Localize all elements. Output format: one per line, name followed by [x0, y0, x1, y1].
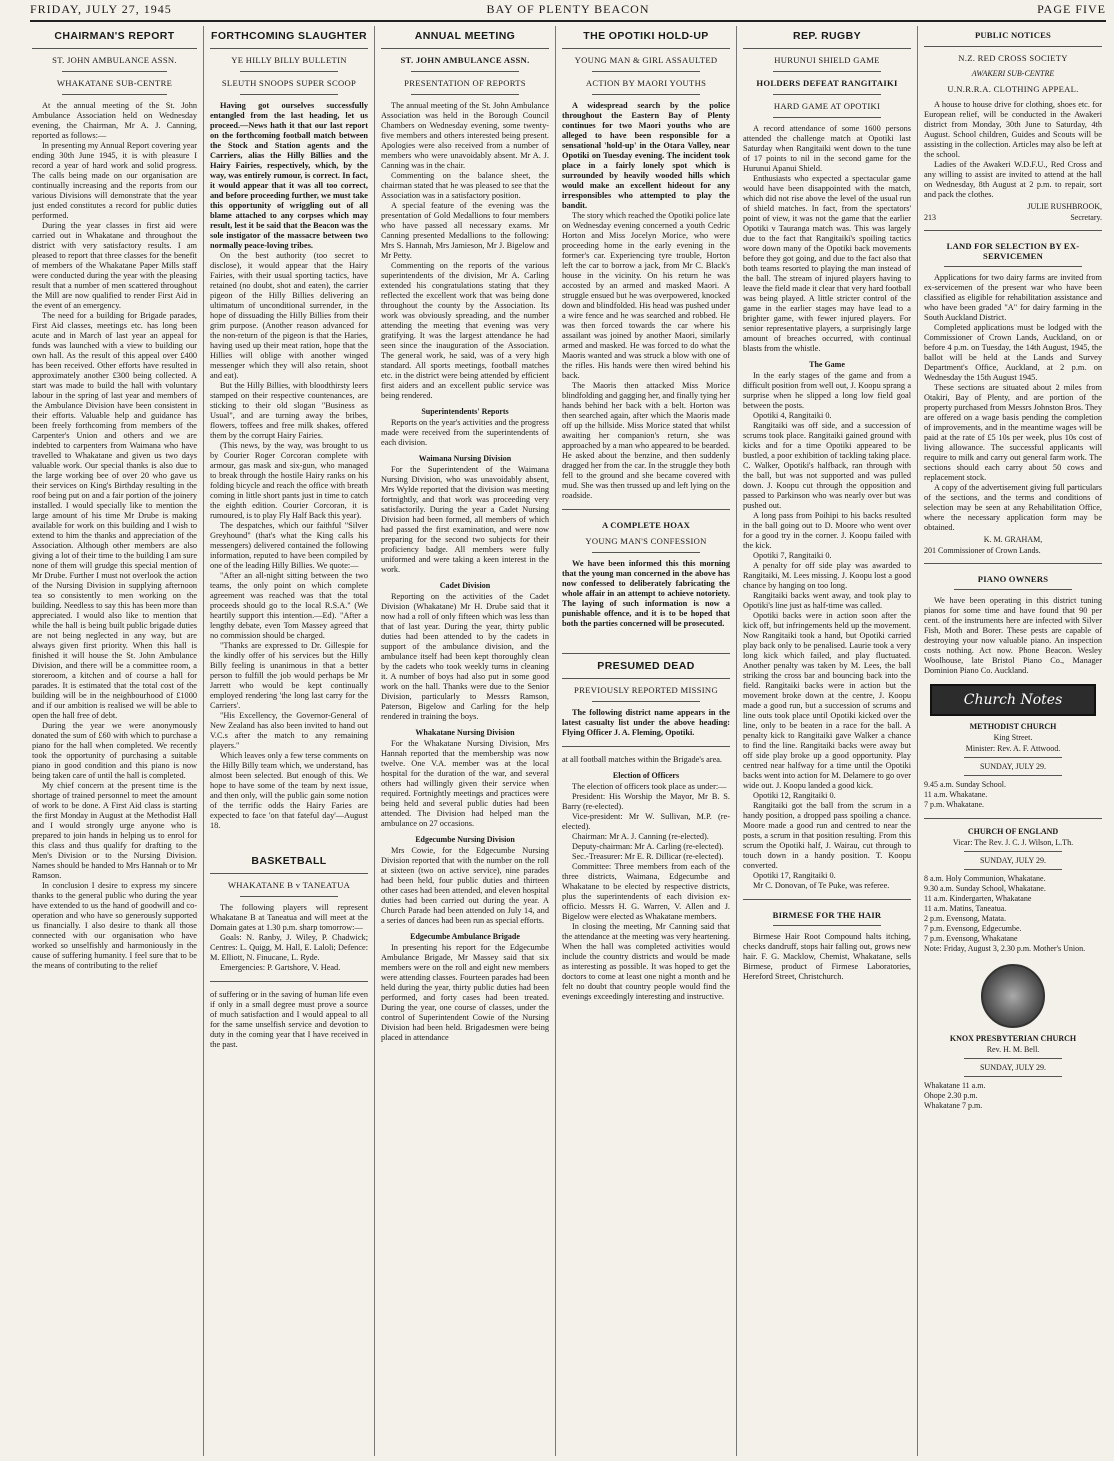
- divider: [773, 117, 881, 118]
- rugby-para: Enthusiasts who expected a spectacular game would have been disappointed with the match, which did not rise above the level of the usual run of shield matches. In fact, from the spectators' point of view, it was not the game that the earlier Opotiki v Tauranga match was. This was largely due to the fact that Rangitaiki's spoiling tactics wore down many of the Opotiki back movements before they got going, and due to the fact also that both teams resorted to playing the man instead of the ball. The stream of injured players having to leave the field made it clear that very hard football was being played. A little stricter control of the game in the earlier stages may have lead to a brighter game, with fewer injured players. For senior representative players, a surprisingly large amount of breaches occurred, with continual blasts from the whistle.: [743, 174, 911, 353]
- column-4: [555, 26, 736, 1456]
- brigade-para: Chairman: Mr A. J. Canning (re-elected).: [572, 832, 709, 841]
- presumed-headline: PRESUMED DEAD: [562, 653, 730, 679]
- red-cross-heading: N.Z. RED CROSS SOCIETY: [958, 53, 1068, 63]
- methodist-minister: Minister: Rev. A. F. Attwood.: [965, 744, 1061, 753]
- rugby-game: Rangitaiki was off side, and a succession of scrums took place. Rangitaiki gained ground with kicks and for a time Opotiki appeared to be bustled, a poor exhibition of tackling taking place. C. Walker, Opotiki's halfback, ran through with the ball, but was not supported and was pulled down. J. Koopu cut through the opposition and passed to Parkinson who was nearly over but was pushed out.: [743, 421, 911, 510]
- service-line: 7 p.m. Evensong, Edgecumbe.: [924, 924, 1022, 933]
- methodist-street: King Street.: [993, 733, 1033, 742]
- chairman-para: At the annual meeting of the St. John Ambulance Association held on Wednesday evening, the Chairman, Mr A. J. Canning, reported as follows:—: [32, 101, 197, 140]
- knox-name: KNOX PRESBYTERIAN CHURCH: [949, 1034, 1077, 1043]
- chairman-para: During the year classes in first aid were carried out in Whakatane and throughout the district with very satisfactory results. I am pleased to report that three classes for the benefit of members of the Whakatane Paper Mills staff were conducted during the year with the pleasing result that a number of men scattered throughout the Mill are now qualified to render First Aid in the event of an emergency.: [32, 221, 197, 310]
- slaughter-para: (This news, by the way, was brought to us by Courier Roger Corcoran complete with armour, gas mask and six-gun, who managed to break through the hostile Hairy ranks on his folding bicycle and reach the office with breath coming in little short pants just in time to catch the eighth edition. Courier Corcoran, it is rumoured, is to play Fly Half Back this year).: [210, 441, 368, 520]
- land-para: Completed applications must be lodged with the Commissioner of Crown Lands, Auckland, on or before 4 p.m. on Tuesday, the 14th August, 1945, the ballot will be held at the Lands and Survey Department's Office, Auckland, at 2 p.m. on Wednesday the 15th August 1945.: [924, 323, 1102, 382]
- service-line: Note: Friday, August 3, 2.30 p.m. Mother's Union.: [924, 944, 1086, 953]
- england-name: CHURCH OF ENGLAND: [967, 827, 1059, 836]
- service-line: 2 p.m. Evensong, Matata.: [924, 914, 1006, 923]
- rugby-subhead: HURUNUI SHIELD GAME: [774, 55, 880, 65]
- hoax-para: We have been informed this this morning that the young man concerned in the above has now confessed to deliberately fabricating the whole affair in an attempt to achieve notoriety. The laying of such information is now a punishable offence, and it is to be hoped that both the parties concerned will be prosecuted.: [562, 559, 730, 628]
- section-head: The Game: [809, 360, 845, 369]
- methodist-name: METHODIST CHURCH: [969, 722, 1057, 731]
- notice-number: 201: [924, 546, 936, 555]
- rugby-score: Opotiki 12, Rangitaiki 0.: [753, 791, 836, 800]
- birmese-headline: BIRMESE FOR THE HAIR: [772, 910, 882, 920]
- rugby-game: A penalty for off side play was awarded to Rangitaiki, M. Lees missing. J. Koopu lost a good chance by hanging on too long.: [743, 561, 911, 590]
- annual-para: Reports on the year's activities and the progress made were received from the superintendents of each division.: [381, 418, 549, 447]
- brigade-para: Committee: Three members from each of the three districts, Waimana, Edgecumbe and Whakatane to be elected by respective districts, plus the superintendents of each division ex-officio. Messrs H. G. Warren, V. Allen and J. Bigelow were elected as Whakatane members.: [562, 862, 730, 921]
- knox-minister: Rev. H. M. Bell.: [986, 1045, 1040, 1054]
- page-number: PAGE FIVE: [1037, 2, 1106, 16]
- brigade-para: Vice-president: Mr W. Sullivan, M.P. (re-elected).: [562, 812, 730, 831]
- divider: [773, 94, 881, 95]
- annual-para: Commenting on the balance sheet, the chairman stated that he was pleased to see that the Association was in a satisfactory position.: [381, 171, 549, 200]
- chairman-para: In presenting my Annual Report covering year ending 30th June 1945, it is with pleasure I record a year of hard work and solid progress. The calls being made on our organisation are continually increasing and the reports from our various Divisions will demonstrate that the year just ended constitutes a record for public duties performed.: [32, 141, 197, 220]
- england-vicar: Vicar: The Rev. J. C. J. Wilson, L.Th.: [952, 838, 1074, 847]
- annual-para: Reporting on the activities of the Cadet Division (Whakatane) Mr H. Drube said that it now had a roll of only fifteen which was less than that of last year. During the year, thirty public duties had been attended to by the cadets in support of the ambulance division, and the ambulance itself had been kept thoroughly clean by the cadets who took weekly turns in cleaning it. A number of boys had also put in some good work on the hall. Thanks were due to the Senior Division, particularly to Messrs Ramson, Paterson, Bigelow and Carling for the help rendered in training the boys.: [381, 592, 549, 721]
- england-date: SUNDAY, JULY 29.: [979, 856, 1047, 865]
- slaughter-para: "After an all-night sitting between the two teams, the only point on which complete agreement was reached was that the total proceeds should go to the local R.S.A." (We heartily support this intention.—Ed). "After a lengthy debate, even Tom Massey agreed that no commission should be charged.: [210, 571, 368, 640]
- section-head: Election of Officers: [612, 771, 680, 780]
- service-line: 11 a.m. Matins, Taneatua.: [924, 904, 1007, 913]
- basketball-headline: BASKETBALL: [210, 855, 368, 874]
- service-line: Whakatane 7 p.m.: [924, 1101, 983, 1110]
- slaughter-para: "His Excellency, the Governor-General of New Zealand has also been invited to hand out V.C.s after the match to any remaining players.": [210, 711, 368, 750]
- divider: [743, 899, 911, 900]
- presbyterian-crest-icon: [981, 964, 1045, 1028]
- divider: [562, 509, 730, 510]
- brigade-continued: at all football matches within the Brigade's area.: [562, 755, 723, 764]
- land-para: These sections are situated about 2 miles from Otakiri, Bay of Plenty, and are portion of the property purchased from Messrs Johnston Bros. They are offered on a wage basis pending the completion of improvements, and in the meantime wages will be paid at the rate of £5 10s per week, plus 10s cost of living allowance. The successful applicants will require to milk and carry out general farm work. The sections should each carry about 50 cows and replacement stock.: [924, 383, 1102, 482]
- divider: [592, 94, 700, 95]
- column-3: [374, 26, 555, 1456]
- land-sign-row: [924, 546, 1102, 555]
- annual-subhead: ST. JOHN AMBULANCE ASSN.: [400, 55, 530, 65]
- divider: [411, 94, 519, 95]
- divider: [240, 71, 338, 72]
- column-5: [736, 26, 917, 1456]
- divider: [592, 701, 700, 702]
- rugby-game: A long pass from Poihipi to his backs resulted in the ball going out to D. Moore who went over for a good try in the corner. J. Koopu failed with the kick.: [743, 511, 911, 550]
- rugby-byline: HARD GAME AT OPOTIKI: [773, 101, 881, 111]
- opotiki-para: The Maoris then attacked Miss Morice blindfolding and gagging her, and finally tying her hands behind her back with a belt. Horton was then searched again, after which the Maoris made off up the hillside. Miss Morice stated that whilst awaiting her companion's return, she was approached by a man who appeared to be bearded. He asked about the benzine, and then suddenly dragged her from the car. In the struggle they both fell to the ground and she became covered with mud. She was then trussed up and left lying on the roadside.: [562, 381, 730, 500]
- brigade-para: The election of officers took place as under:—: [572, 782, 727, 791]
- rugby-para: A record attendance of some 1600 persons attended the challenge match at Opotiki last Saturday when Rangitaiki went down to the tune of 17 points to nil in the second game for the Hurunui Apanui Shield.: [743, 124, 911, 173]
- rugby-game: Rangitaiki got the ball from the scrum in a handy position, a dropped pass spoiling a chance. Moore made a good run and centred to near the posts, a scrum in that position resulting. From this scrum the Opotiki half, J. Wairau, cut through to touch down in a handy position. T. Koopu converted.: [743, 801, 911, 870]
- annual-para: Commenting on the reports of the various superintendents of the division, Mr A. Carling extended his congratulations stating that they reflected the excellent work that was being done throughout the county by the Association. Its work was obviously spreading, and the number attending the meeting that evening was very gratifying. It was the largest attendance he had seen since the inauguration of the Association. The general work, he said, was of a very high standard. All sports meetings, football matches etc. in the district were being attended by efficient first aiders and an excellent public service was being rendered.: [381, 261, 549, 400]
- divider: [592, 552, 700, 553]
- annual-headline: ANNUAL MEETING: [381, 30, 549, 49]
- presumed-para: The following district name appears in the latest casualty list under the above heading: Flying Officer J. A. Fleming, Opotiki.: [562, 708, 730, 737]
- service-line: 11 a.m. Kindergarten, Whakatane: [924, 894, 1032, 903]
- section-head: Whakatane Nursing Division: [415, 728, 515, 737]
- hoax-subhead: YOUNG MAN'S CONFESSION: [585, 536, 707, 546]
- slaughter-para: The despatches, which our faithful "Silver Greyhound" (that's what the King calls his messengers) delivered contained the following information, reputed to have been compiled by one of the leading Hilly Billies. We quote:—: [210, 521, 368, 570]
- page-columns: [32, 26, 1108, 1456]
- rugby-game: Mr C. Donovan, of Te Puke, was referee.: [753, 881, 890, 890]
- divider: [62, 94, 167, 95]
- opotiki-byline: ACTION BY MAORI YOUTHS: [585, 78, 707, 88]
- divider: [773, 925, 881, 926]
- land-headline: LAND FOR SELECTION BY EX-SERVICEMEN: [946, 241, 1080, 261]
- rugby-game: In the early stages of the game and from a difficult position from well out, J. Koopu sprang a surprise when he slipped a long low field goal between the posts.: [743, 371, 911, 410]
- notices-role: Secretary.: [1070, 213, 1102, 222]
- divider: [964, 1058, 1062, 1059]
- hoax-headline: A COMPLETE HOAX: [602, 520, 690, 530]
- rugby-score: Opotiki 17, Rangitaiki 0.: [753, 871, 836, 880]
- service-line: 7 p.m. Whakatane.: [924, 800, 985, 809]
- basketball-para: Goals: N. Ranby, J. Wiley, P. Chadwick; Centres: L. Quigg, M. Hall, E. Laloli; Defence: M. Elliott, N. Finucane, L. Ryde.: [210, 933, 368, 962]
- chairman-subhead: ST. JOHN AMBULANCE ASSN.: [52, 55, 177, 65]
- divider: [964, 757, 1062, 758]
- rugby-score: Opotiki 4, Rangitaiki 0.: [753, 411, 832, 420]
- chairman-continued: of suffering or in the saving of human life even if only in a small degree must prove a source of much satisfaction and I would appeal to all for the same unselfish service and devotion to duty in the coming year that I have received in the past.: [210, 990, 368, 1049]
- land-para: Applications for two dairy farms are invited from ex-servicemen of the present war who have been classified as eligible for rehabilitation assistance and who have been graded "A" for dairy farming in the South Auckland District.: [924, 273, 1102, 322]
- chairman-para: During the year we were anonymously donated the sum of £60 with which to purchase a piano for the hall when completed. We recently took the opportunity of purchasing a suitable piano in good condition and this piano is now being taken care of until the hall is completed.: [32, 721, 197, 780]
- notices-para: Ladies of the Awakeri W.D.F.U., Red Cross and any willing to assist are invited to attend at the hall on Wednesday, 8th August at 2 p.m. to repair, sort and pack the clothes.: [924, 160, 1102, 199]
- notices-para: A house to house drive for clothing, shoes etc. for European relief, will be conducted in the Awakeri district from Monday, 30th June to Saturday, 4th August. School children, Guides and Scouts will be assisting in the collection. Articles may also be left at the school.: [924, 100, 1102, 159]
- divider: [240, 896, 338, 897]
- divider: [964, 851, 1062, 852]
- section-head: Superintendents' Reports: [421, 407, 509, 416]
- piano-para: We have been operating in this district tuning pianos for some time and have found that 90 per cent. of the instruments here are infected with Silver Fish, Moth and Borer. These pests are capable of destroying your now valuable piano. An inspection costs nothing. Act now. Phone Beacon. Wesley Woolhouse, late Bristol Piano Co., Manager Dominion Piano Co. Auckland.: [924, 596, 1102, 675]
- slaughter-subhead: YE HILLY BILLY BULLETIN: [231, 55, 347, 65]
- opotiki-para: The story which reached the Opotiki police late on Wednesday evening concerned a youth Cedric Horton and Miss Jocelyn Morice, who were proceeding home in the early evening in the former's car. Experiencing tyre trouble, Horton left the car to borrow a jack, from Mr C. Black's house in the vicinity. On his return he was accosted by an armed and masked Maori. A struggle ensued but he was overpowered, knocked down and blindfolded. His head was pushed under a wire fence and he was searched and robbed. He was then forced towards the car where his assailant was joined by another Maori, similarly armed and masked. He was forced to do what the Maoris wanted and was struck a blow with one of the rifles. His hands were then wired behind his back.: [562, 211, 730, 380]
- annual-para: The annual meeting of the St. John Ambulance Association was held in the Borough Council Chambers on Wednesday evening, some twenty-five members and others interested being present. Apologies were also received from a number of members who were unavoidably absent. Mr A. J. Canning was in the chair.: [381, 101, 549, 170]
- paper-name: BAY OF PLENTY BEACON: [486, 2, 650, 16]
- church-notes-banner: Church Notes: [930, 684, 1096, 716]
- service-line: Whakatane 11 a.m.: [924, 1081, 986, 1090]
- divider: [954, 589, 1072, 590]
- notices-headline: PUBLIC NOTICES: [924, 30, 1102, 47]
- birmese-para: Birmese Hair Root Compound halts itching, checks dandruff, stops hair falling out, grows new hair. F. G. Macklow, Chemist, Whakatane, sells Birmese, product of Firmese Laboratories, Hereford Street, Christchurch.: [743, 932, 911, 981]
- divider: [924, 230, 1102, 231]
- divider: [924, 818, 1102, 819]
- slaughter-lead: Having got ourselves successfully entangled from the last heading, let us proceed.—News hath it that our last report on the forthcoming football match between the Stock and Station agents and the Carriers, alias the Hilly Billies and the Hairy Fairies, respectively, which, by the way, was entirely rumour, is correct. In fact, it would appear that it was all too correct, and before proceeding further, we must take this opportunity of wriggling out of all blame attached to any corpses which may result, lest it be said that the Beacon was the sole instigator of the massacre between two normally peace-loving tribes.: [210, 101, 368, 250]
- presumed-subhead: PREVIOUSLY REPORTED MISSING: [574, 685, 718, 695]
- annual-byline: PRESENTATION OF REPORTS: [404, 78, 526, 88]
- annual-para: For the Superintendent of the Waimana Nursing Division, who was unavoidably absent, Mrs Wylde reported that the division was meeting fortnightly, and that work was proceeding very satisfactorily. During the year a Cadet Nursing Division had been formed, all members of which had passed the first examination, and were now preparing for the second two subjects for their proficiency badge. All members were fully uniformed and were taking a keen interest in the work.: [381, 465, 549, 574]
- divider: [964, 775, 1062, 776]
- service-line: 8 a.m. Holy Communion, Whakatane.: [924, 874, 1046, 883]
- slaughter-para: "Thanks are expressed to Dr. Gillespie for the kindly offer of his services but the Hilly Billy feeling is unanimous in that a better person to fulfill the job would perhaps be Mr Jarrett who would be kept continually employed rendering 'the long last carry for the Carriers'.: [210, 641, 368, 710]
- slaughter-para: But the Hilly Billies, with bloodthirsty leers stamped on their respective countenances, are sticking to their old slogan "Business as Usual", and are turning away the bribes, flowers, toffees and free milk shakes, offered them by the corrupt Hairy Fairies.: [210, 381, 368, 440]
- rugby-headline: REP. RUGBY: [743, 30, 911, 49]
- service-line: 9.45 a.m. Sunday School.: [924, 780, 1006, 789]
- basketball-subhead: WHAKATANE B v TANEATUA: [227, 880, 351, 890]
- slaughter-headline: FORTHCOMING SLAUGHTER: [210, 30, 368, 49]
- slaughter-para: Which leaves only a few terse comments on the Hilly Billy team which, we understand, has almost been selected. But enough of this. We hope to have some of the team by next issue, and then only, will the public gain some notion of the terrific odds the Hairy Faries are expected to face 'on that fateful day'—August 18.: [210, 751, 368, 830]
- slaughter-para: On the best authority (too secret to disclose), it would appear that the Hairy Fairies, with their usual sporting tactics, have retained (no doubt, shot and eaten), the carrier pigeon of the Hilly Billies delivering an ultimatum of unconditional surrender, in the hope of dissuading the Hilly Billies from their grim purpose. (Another reason advanced for the non-return of the pigeon is that the Haries, having used up their meat ration, hope that the Hillies will oblige with another winged messenger which they will also retain, shoot and eat).: [210, 251, 368, 380]
- chairman-para: In conclusion I desire to express my sincere thanks to the general public who during the year have extended to us the hand of goodwill and co-operation and who have so generously supported us financially. I also desire to thank all those connected with our organisation who have worked so unselfishly and harmoniously in the cause of suffering humanity. I feel sure that to be the means of contributing to the relief: [32, 881, 197, 970]
- service-line: 9.30 a.m. Sunday School, Whakatane.: [924, 884, 1046, 893]
- basketball-para: Emergencies: P. Gartshore, V. Head.: [220, 963, 341, 972]
- divider: [924, 563, 1102, 564]
- divider: [773, 71, 881, 72]
- notice-number: 213: [924, 213, 936, 222]
- knox-date: SUNDAY, JULY 29.: [979, 1063, 1047, 1072]
- column-2: [203, 26, 374, 1456]
- rugby-subhead-2: HOLDERS DEFEAT RANGITAIKI: [756, 78, 898, 88]
- divider: [210, 981, 368, 982]
- column-1: [32, 26, 203, 1456]
- column-6: [917, 26, 1108, 1456]
- methodist-date: SUNDAY, JULY 29.: [979, 762, 1047, 771]
- divider: [964, 869, 1062, 870]
- rugby-game: Rangitaiki backs went away, and took play to Opotiki's line just as half-time was called.: [743, 591, 911, 610]
- piano-headline: PIANO OWNERS: [977, 574, 1049, 584]
- section-head: Edgecumbe Nursing Division: [415, 835, 515, 844]
- service-line: Ohope 2.30 p.m.: [924, 1091, 978, 1100]
- divider: [240, 94, 338, 95]
- land-para: A copy of the advertisement giving full particulars of the sections, and the terms and conditions of selection may be seen at any Rehabilitation Office, where the necessary application form may be obtained.: [924, 483, 1102, 532]
- divider: [62, 71, 167, 72]
- issue-date: FRIDAY, JULY 27, 1945: [30, 2, 172, 16]
- notices-appeal: U.N.R.R.A. CLOTHING APPEAL.: [947, 84, 1079, 94]
- rugby-game: Opotiki backs were in action soon after the kick off, but infringements held up the movement. Now Rangitaiki took a hand, but Opotiki carried play back only to be penalised. Laurie took a very long kick which failed, and play fluctuated. Another penalty was taken by M. Lees, the ball striking the cross bar and bouncing back into the field. Rangitaiki backs were in action but the movement broke down at the centre, J. Koopu made a good run, but a succession of scrums and line outs took place until Opotiki kicked over the line, only to be beaten in a race for the ball. A penalty kick to Rangitaiki gave Walker a chance to find the line. Rangitaiki backs were away but off side play broke up a good opportunity. Play centred near halfway for a time until the Opotiki backs went into action for M. Delamere to go over wide out. J. Koopu landed a good kick.: [743, 611, 911, 790]
- chairman-para: The need for a building for Brigade parades, First Aid classes, meetings etc. has long been acute and in March of last year an appeal for funds was launched with a view to building our own hall. As the result of this appeal over £400 has been received. Other efforts have resulted in approximately another £300 being collected. A start was made to build the hall with voluntary labour in the spring of last year and members of the Ambulance Division have been consistent in their efforts. Valuable help and guidance has been freely forthcoming from members of the Carpenter's Union and others and we are indebted to carpenters from Waimana who have travelled to Whakatane and given us two days valuable work. Our special thanks is also due to the large working bee of over 20 who gave us their services on King's Birthday resulting in the roof being put on and a fair portion of the joinery installed. I would specially like to mention the large amount of his time Mr Drube is making available for work on this building and I wish to extend to him the thanks and appreciation of the Association. Although other members are also giving a lot of their time to the building I am sure none of them will grudge this special mention of Mr Drube. Further I must not overlook the action of the Nursing Division in supplying afternoon tea so consistently to men working on the building. Needless to say this has been more than appreciated. I would also like to mention that while the hall is being built public brigade duties are not being neglected in any way, but are always given first priority. When this hall is finished it will house the St. John Ambulance Division, and there will be a committee room, a storeroom, a kitchen and of course a hall for parades. It is estimated that the total cost of the building will be in the neighbourhood of £1000 and if our ambition is realised we will be able to open the hall free of debt.: [32, 311, 197, 720]
- basketball-para: The following players will represent Whakatane B at Taneatua and will meet at the Domain gates at 1.30 p.m. sharp tomorrow:—: [210, 903, 368, 932]
- brigade-para: In closing the meeting, Mr Canning said that the attendance at the meeting was very heartening. When the hall was completed activities would include the country districts and would be made as interesting as possible. It was hoped to get the doctors to come at least one night a month and he felt no doubt that country people would find the evenings exceedingly interesting and instructive.: [562, 922, 730, 1001]
- brigade-para: Sec.-Treasurer: Mr E. R. Dillicar (re-elected).: [572, 852, 724, 861]
- brigade-para: Deputy-chairman: Mr A. Carling (re-elected).: [572, 842, 724, 851]
- land-role: Commissioner of Crown Lands.: [938, 546, 1041, 555]
- notices-centre: AWAKERI SUB-CENTRE: [971, 69, 1055, 78]
- divider: [411, 71, 519, 72]
- section-head: Cadet Division: [439, 581, 491, 590]
- chairman-headline: CHAIRMAN'S REPORT: [32, 30, 197, 49]
- masthead: [30, 0, 1106, 22]
- brigade-para: President: His Worship the Mayor, Mr B. S. Barry (re-elected).: [562, 792, 730, 811]
- land-signer: K. M. GRAHAM,: [983, 535, 1043, 544]
- section-head: Waimana Nursing Division: [418, 454, 512, 463]
- opotiki-subhead: YOUNG MAN & GIRL ASSAULTED: [574, 55, 718, 65]
- annual-para: A special feature of the evening was the presentation of Gold Medallions to four members who have passed all necessary exams. Mr Canning presented Medallions to the following: Mrs S. Hannah, Mrs Jamieson, Mr J. Bigelow and Mr Petty.: [381, 201, 549, 260]
- divider: [944, 266, 1082, 267]
- service-line: 7 p.m. Evensong, Whakatane: [924, 934, 1018, 943]
- slaughter-byline: SLEUTH SNOOPS SUPER SCOOP: [221, 78, 357, 88]
- rugby-score: Opotiki 7, Rangitaiki 0.: [753, 551, 832, 560]
- opotiki-headline: THE OPOTIKI HOLD-UP: [562, 30, 730, 49]
- service-line: 11 a.m. Whakatane.: [924, 790, 988, 799]
- section-head: Edgecumbe Ambulance Brigade: [410, 932, 520, 941]
- divider: [964, 1076, 1062, 1077]
- divider: [562, 746, 730, 747]
- annual-para: In presenting his report for the Edgecumbe Ambulance Brigade, Mr Massey said that six members were on the roll and eight new members were attending classes. Fourteen parades had been held during the year, thirty public duties had been performed, and forty cases had been treated. During the year, one course of classes, under the control of Superintendent Cowie of the Nursing Division had been held. Brigadesmen were being placed in attendance: [381, 943, 549, 1042]
- opotiki-lead: A widespread search by the police throughout the Eastern Bay of Plenty continues for two Maori youths who are alleged to have been responsible for a sensational 'hold-up' in the Otara Valley, near Opotiki on Tuesday evening. The incident took place in a fairly lonely spot which is surrounded by heavily wooded hills which would make an excellent hideout for any irresponsibles who attempted to play the bandit.: [562, 101, 730, 210]
- annual-para: Mrs Cowie, for the Edgecumbe Nursing Division reported that with the number on the roll at sixteen (two on active service), nine parades had been held, four public duties and thirteen other cases had been attended, and eleven hospital duties had been carried out during the year. A Church Parade had been attended on July 14, and a series of dances had been run as special efforts.: [381, 846, 549, 925]
- annual-para: For the Whakatane Nursing Division, Mrs Hannah reported that the membership was now twelve. One V.A. member was at the local hospital for the duration of the war, and several others had willingly given their service when required. Fortnightly meetings and practices were being held and several public duties had been attended. The Division had helped man the ambulance on 27 occasions.: [381, 739, 549, 828]
- chairman-para: My chief concern at the present time is the shortage of trained personnel to meet the amount of work to be done. A First Aid class is starting the first Monday in August at the Methodist Hall and I would strongly urge anyone who is prepared to join hands in helping us to enrol for this class and thus qualify for drafting to the Men's Division or to the Nursing Division. Names should be handed to Mrs Hannah or to Mr Ramson.: [32, 781, 197, 880]
- divider: [592, 71, 700, 72]
- notices-sign-row: [924, 213, 1102, 222]
- notices-signer: JULIE RUSHBROOK,: [1027, 202, 1102, 211]
- chairman-centre: WHAKATANE SUB-CENTRE: [56, 78, 173, 88]
